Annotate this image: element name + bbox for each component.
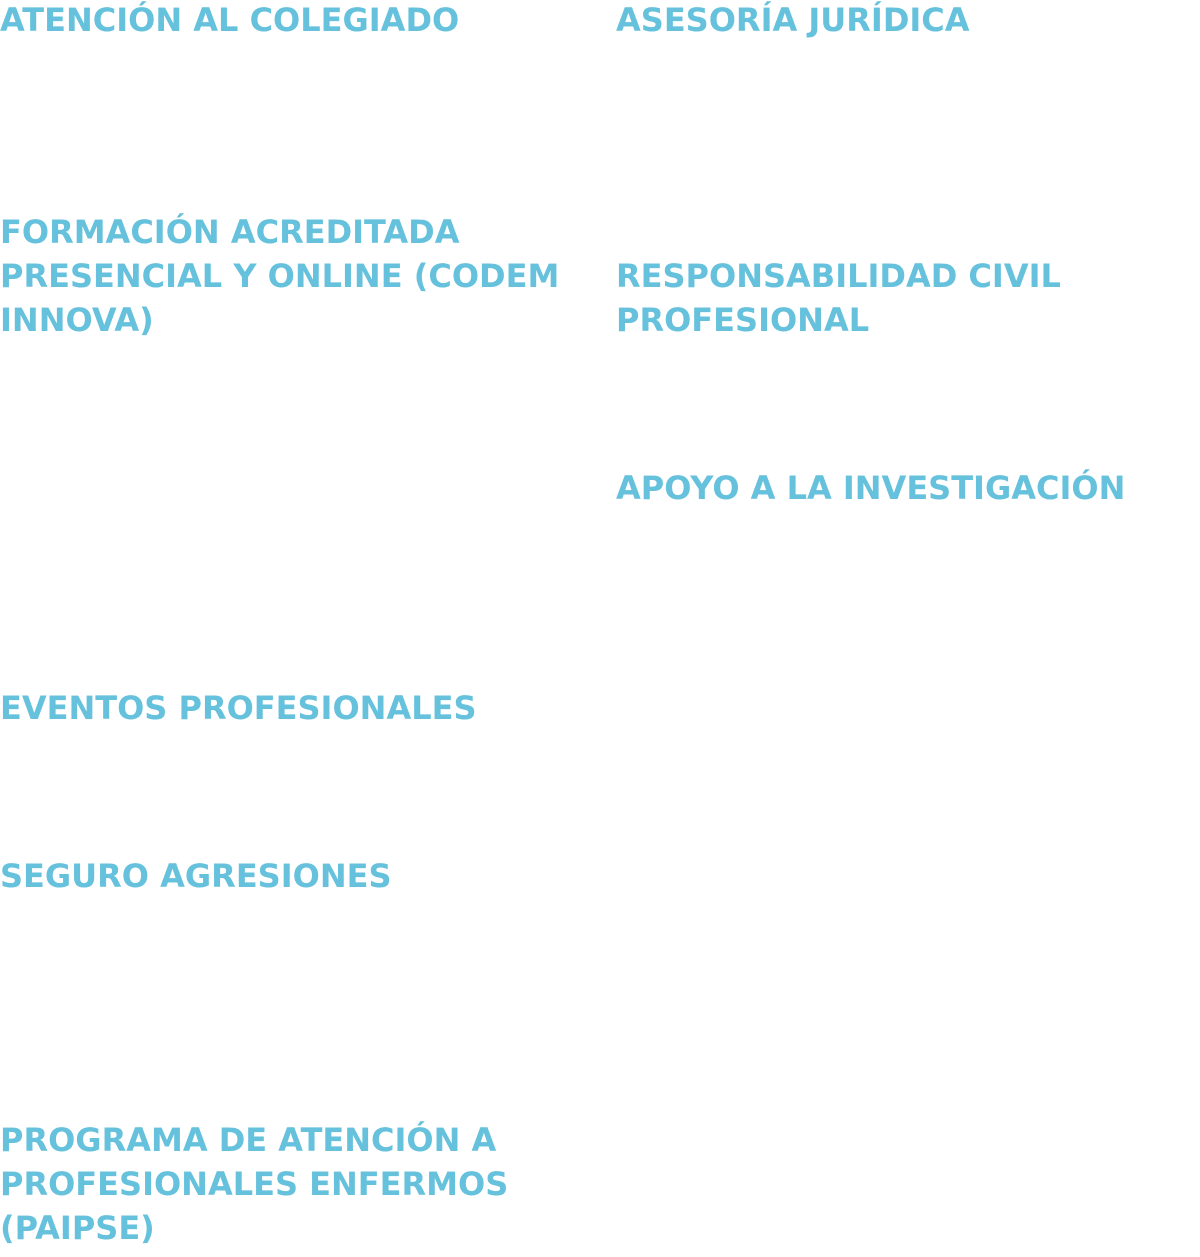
service-heading-asesoria-juridica[interactable]: ASESORÍA JURÍDICA xyxy=(616,1,970,39)
service-heading-responsabilidad-civil[interactable]: RESPONSABILIDAD CIVIL PROFESIONAL xyxy=(616,257,1061,339)
service-heading-programa-paipse[interactable]: PROGRAMA DE ATENCIÓN A PROFESIONALES ENFERMOS (PAIPSE) xyxy=(0,1121,509,1247)
service-heading-eventos-profesionales[interactable]: EVENTOS PROFESIONALES xyxy=(0,689,477,727)
service-heading-atencion-al-colegiado[interactable]: ATENCIÓN AL COLEGIADO xyxy=(0,1,460,39)
service-heading-seguro-agresiones[interactable]: SEGURO AGRESIONES xyxy=(0,857,392,895)
service-heading-formacion-acreditada[interactable]: FORMACIÓN ACREDITADA PRESENCIAL Y ONLINE (CODEM INNOVA) xyxy=(0,213,560,339)
service-heading-apoyo-investigacion[interactable]: APOYO A LA INVESTIGACIÓN xyxy=(616,469,1126,507)
